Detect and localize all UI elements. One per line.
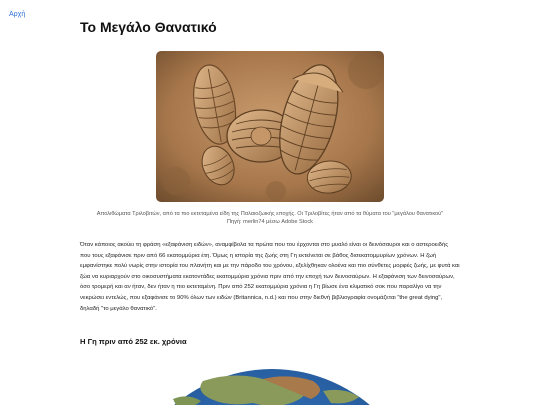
intro-paragraph: Όταν κάποιος ακούει τη φράση «εξαφάνιση ειδών», αναμφίβολα τα πρώτα που του έρχονται στο μυαλό είναι οι δεινόσαυροι και ο αστεροειδής που τους εξαφάνισε πριν από 66 εκατομμύρια έτη. Όμως η ιστορία της ζωής στη Γη εκτείνεται σε βάθος δισεκατομμυρίων χρόνων. Η ζωή εμφανίστηκε πολύ νωρίς στην ιστορία του πλανήτη και με την πάροδο του χρόνου, εξελίχθηκαν ολοένα και πιο σύνθετες μορφές ζωής, με φυτά και ζώα να κυριαρχούν στο οικοσυστήματα εκατοντάδες εκατομμύρια χρόνια πριν από την εποχή των δεινοσαύρων. Η εξαφάνιση των δεινοσαύρων, όσο τρομερή και αν ήταν, δεν ήταν η πιο εκτεταμένη. Πριν από 252 εκατομμύρια χρόνια η Γη βίωσε ένα κλιματικό σοκ που παραλίγο να την νεκρώσει εντελώς, που εξαφάνισε το 90% όλων των ειδών (Britannica, n.d.) και που στην διεθνή βιβλιογραφία ονομάζεται "the great dying", δηλαδή "το μεγάλο θανατικό".: [80, 242, 460, 312]
figure-caption: [75, 210, 465, 226]
section-heading: Η Γη πριν από 252 εκ. χρόνια: [80, 337, 187, 346]
caption-description: Απολιθώματα Τριλοβιτών, από τα πιο εκτεταμένα είδη της Παλαιοζωικής εποχής. Οι Τριλοβίτες ήταν από τα θύματα του "μεγάλου θανατικού": [96, 211, 444, 217]
earth-globe-image: [113, 369, 431, 405]
home-link[interactable]: Αρχή: [9, 11, 26, 18]
trilobite-fossil-image: [156, 51, 384, 202]
page-title: Το Μεγάλο Θανατικό: [80, 19, 217, 35]
caption-source: Πηγή: merlin74 μέσω Adobe Stock: [227, 219, 313, 225]
